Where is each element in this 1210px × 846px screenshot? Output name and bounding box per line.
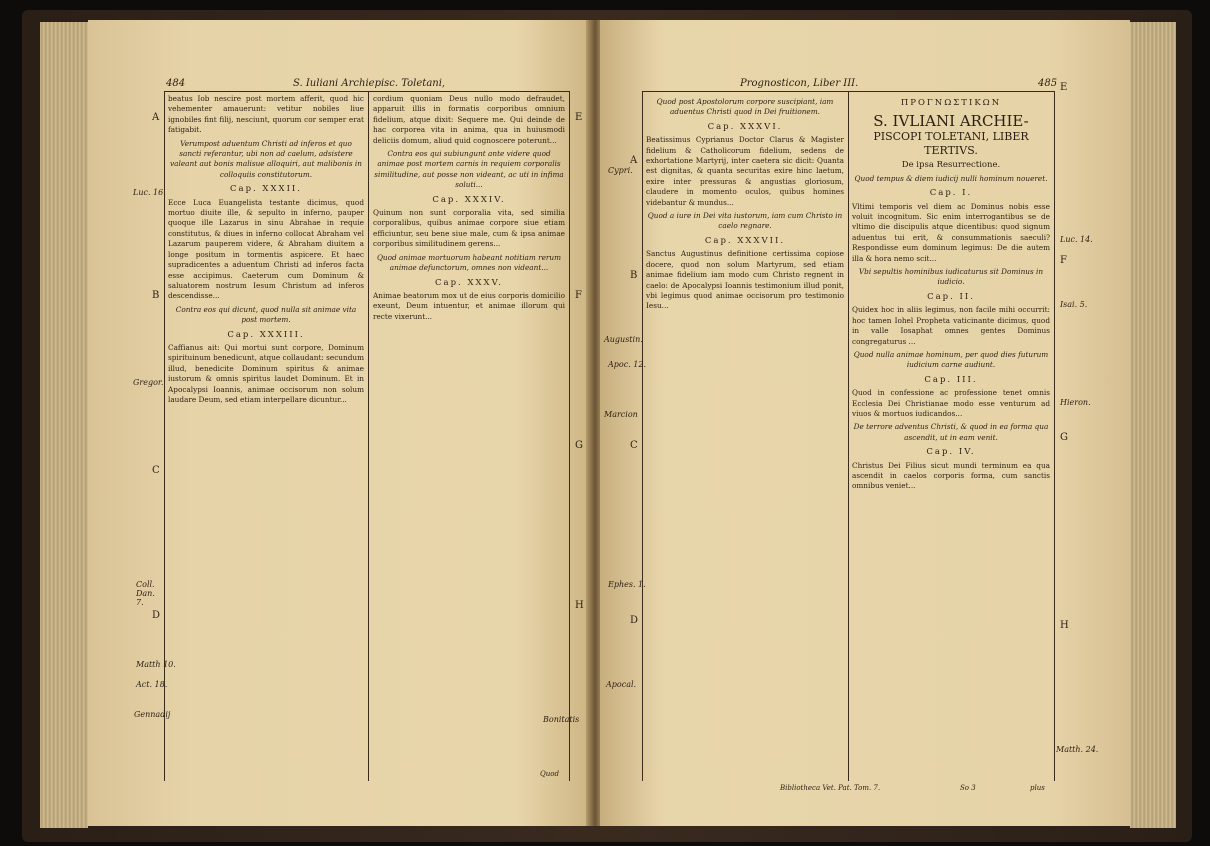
left-marker-c: C [152, 465, 160, 476]
paragraph: Animae beatorum mox ut de eius corporis domicilio exeunt, Deum intuentur, et animae illorum qui recte vixerunt... [373, 290, 565, 321]
right-margin-note: Cypri. [608, 166, 633, 175]
right-page-number: 485 [1038, 78, 1058, 89]
left-margin-note: Bonitatis [543, 715, 580, 724]
paragraph: Christus Dei Filius sicut mundi terminum ea qua ascendit in caelos corporis forma, cum sanctis omnibus veniet... [852, 460, 1050, 491]
left-marker-h: H [575, 600, 584, 611]
chapter-heading: Cap. XXXVI. [707, 121, 783, 132]
left-margin-note: Act. 18. [136, 680, 168, 689]
chapter-heading: Cap. XXXVII. [704, 235, 786, 246]
paragraph: Quod in confessione ac professione tenet omnis Ecclesia Dei Christianae modo esse venturum ad viuos & mortuos iudicandos... [852, 388, 1050, 418]
book-subtitle: De ipsa Resurrectione. [901, 160, 1001, 171]
right-margin-note: Apoc. 12. [608, 360, 647, 369]
greek-title: ΠΡΟΓΝΩΣΤΙΚΩΝ [900, 98, 1002, 108]
paragraph: Quinum non sunt corporalia vita, sed similia corporalibus, quibus animae corpore siue etiam efficiuntur, seu bene siue male, cum & ipsa animae corporibus similitudinem gerens... [373, 208, 565, 249]
paragraph: beatus Iob nescire post mortem afferit, quod hic vehementer amauerunt: vetitur nobiles liue ignobiles fint filij, nesciunt, quorum cor semper erat fatigabit. [168, 94, 364, 135]
right-margin-note: Luc. 14. [1060, 235, 1093, 244]
right-marker-a: A [630, 155, 638, 166]
left-marker-a: A [152, 112, 160, 123]
left-page [88, 20, 591, 826]
left-header-rule [164, 91, 569, 92]
right-marker-d: D [630, 615, 639, 626]
left-marker-b: B [152, 290, 160, 301]
left-column-1 [168, 94, 364, 784]
section-heading: De terrore adventus Christi, & quod in ea forma qua ascendit, ut in eam venit. [853, 422, 1049, 442]
left-margin-note: Coll. Dan. 7. [136, 580, 155, 607]
paragraph: cordium quoniam Deus nullo modo defraudet, apparuit illis in formatis corporibus omnium fidelium, atque dixit: Sequere me. Qui deinde de hac corporea vita in anima, qua in huiusmodi deliciis domum, aliud quid cognoscere poterunt... [373, 94, 565, 145]
right-catchword: plus [1030, 784, 1045, 792]
right-marker-f: F [1060, 255, 1067, 266]
section-heading: Verumpost aduentum Christi ad inferos et quo sancti referantur, ubi non ad caelum, adsistere valeant aut bonis malisue alloquiri, aut malibonis in colloquiis constitutorum. [170, 138, 362, 179]
right-margin-note: Ephes. 1. [608, 580, 646, 589]
chapter-heading: Cap. I. [929, 188, 973, 199]
right-column-1 [646, 94, 844, 782]
left-catchword: Quod [540, 770, 559, 778]
right-page-edges [1130, 22, 1176, 828]
right-column-rule [848, 91, 849, 781]
right-marker-c: C [630, 440, 638, 451]
right-margin-note: Matth. 24. [1056, 745, 1099, 754]
main-title-line2: PISCOPI TOLETANI, LIBER [873, 130, 1029, 144]
right-marker-e: E [1060, 82, 1068, 93]
left-margin-note: Gennadij [134, 710, 171, 719]
section-heading: Quod animae mortuorum habeant notitiam rerum animae defunctorum, omnes non videant... [376, 252, 562, 273]
main-title-line1: S. IVLIANI ARCHIE- [873, 112, 1029, 131]
section-heading: Quod nulla animae hominum, per quod dies futurum iudicium carne audiunt. [853, 349, 1049, 370]
left-marker-g: G [575, 440, 583, 451]
paragraph: Quidex hoc in aliis legimus, non facile mihi occurrit: hoc tamen Iohel Propheta vaticinante dicimus, quod in valle Iosaphat omnes gentes Dominus congregaturus ... [852, 305, 1050, 346]
section-heading: Vbi sepultis hominibus iudicaturus sit Dominus in iudicio. [858, 267, 1044, 287]
right-margin-note: Augustin. [604, 335, 643, 344]
left-marker-d: D [152, 610, 161, 621]
paragraph: Vltimi temporis vel diem ac Dominus nobis esse voluit incognitum. Sic enim interrogantibus se de vltimo die discipulis atque dicentibus: quod signum aduentus tui erit, & consummationis saeculi? Respondisse eum dominum legimus: De die autem illa & hora nemo scit... [852, 201, 1050, 263]
chapter-heading: Cap. IV. [926, 447, 976, 458]
right-column-2 [852, 94, 1050, 782]
right-inner-rule [642, 91, 643, 781]
section-heading: Quod a iure in Dei vita iustorum, iam cum Christo in caelo regnare. [647, 211, 843, 231]
right-marker-g: G [1060, 432, 1068, 443]
left-page-number: 484 [166, 78, 186, 89]
chapter-heading: Cap. XXXV. [435, 277, 503, 288]
chapter-heading: Cap. XXXII. [230, 184, 302, 195]
right-running-title: Prognosticon, Liber III. [740, 78, 859, 89]
paragraph: Ecce Luca Euangelista testante dicimus, quod mortuo diuite ille, & sepulto in inferno, pauper quoque ille Lazarus in sinu Abrahae in requie constitutus, & diues in inferno collocat Abraham vel Lazarum pauperem videre, & Abraham diuitem a longe positum in tormentis aspicere. Et haec supradicentes a aduentum Christi ad inferos facta esse accipimus. Caeterum cum Dominum & saluatorem nostrum Iesum Christum ad inferos descendisse... [168, 197, 364, 301]
left-marker-e: E [575, 112, 583, 123]
section-heading: Quod tempus & diem iudicij nulli hominum noueret. [854, 173, 1048, 183]
chapter-heading: Cap. II. [927, 291, 975, 302]
left-margin-note: Gregor. [133, 378, 164, 387]
right-margin-note: Hieron. [1060, 398, 1091, 407]
paragraph: Beatissimus Cyprianus Doctor Clarus & Magister fidelium & Catholicorum fidelium, sedens de exhortatione Martyrij, inter caetera sic dicit: Quanta est dignitas, & quanta securitas exire hinc laetum, exire inter pressuras & angustias gloriosum, claudere in momento oculos, quibus homines videbantur & mundus... [646, 135, 844, 207]
section-heading: Contra eos qui dicunt, quod nulla sit animae vita post mortem. [175, 304, 357, 325]
left-margin-note: Matth 10. [136, 660, 176, 669]
left-margin-note: Luc. 16. [133, 188, 166, 197]
right-margin-note: Isai. 5. [1060, 300, 1088, 309]
right-page [600, 20, 1130, 826]
main-title-line3: TERTIVS. [924, 144, 978, 158]
chapter-heading: Cap. XXXIII. [227, 329, 305, 340]
section-heading: Quod post Apostolorum corpore suscipiant, iam aduentus Christi quod in Dei fruitionem. [656, 97, 834, 117]
right-marker-b: B [630, 270, 638, 281]
right-outer-rule [1054, 91, 1055, 781]
paragraph: Caffianus ait: Qui mortui sunt corpore, Dominum spirituinum benedicunt, atque collaudant: secundum illud, benedicite Dominum spiritus & animae iustorum & omnis spiritus laudet Dominum. Et in Apocalypsi Ioannis, animae occisorum non solum laudare Deum, sed etiam interpellare dicuntur... [168, 342, 364, 404]
left-inner-rule [569, 91, 570, 781]
section-heading: Contra eos qui subiungunt ante videre quod animae post mortem carnis in requiem corporalis similitudine, aut posse non videant, ac uti in infima soluti... [374, 149, 564, 190]
right-margin-note: Apocal. [606, 680, 637, 689]
left-marker-f: F [575, 290, 582, 301]
signature-line: Bibliotheca Vet. Pat. Tom. 7. [780, 784, 881, 792]
book-title-block [852, 98, 1050, 171]
chapter-heading: Cap. XXXIV. [432, 194, 506, 205]
left-column-2 [373, 94, 565, 784]
left-column-rule [368, 91, 369, 781]
sheet-mark: So 3 [960, 784, 976, 792]
paragraph: Sanctus Augustinus definitione certissima copiose docere, quod non solum Martyrum, sed etiam animae fidelium iam modo cum Christo regnent in caelo: de Apocalypsi Ioannis testimonium illud ponit, vbi legimus quod animae occisorum pro testimonio Iesu... [646, 249, 844, 311]
left-page-edges [40, 22, 88, 828]
chapter-heading: Cap. III. [924, 374, 978, 385]
right-marker-h: H [1060, 620, 1069, 631]
left-running-title: S. Iuliani Archiepisc. Toletani, [293, 78, 446, 89]
right-margin-note: Marcion [604, 410, 638, 419]
